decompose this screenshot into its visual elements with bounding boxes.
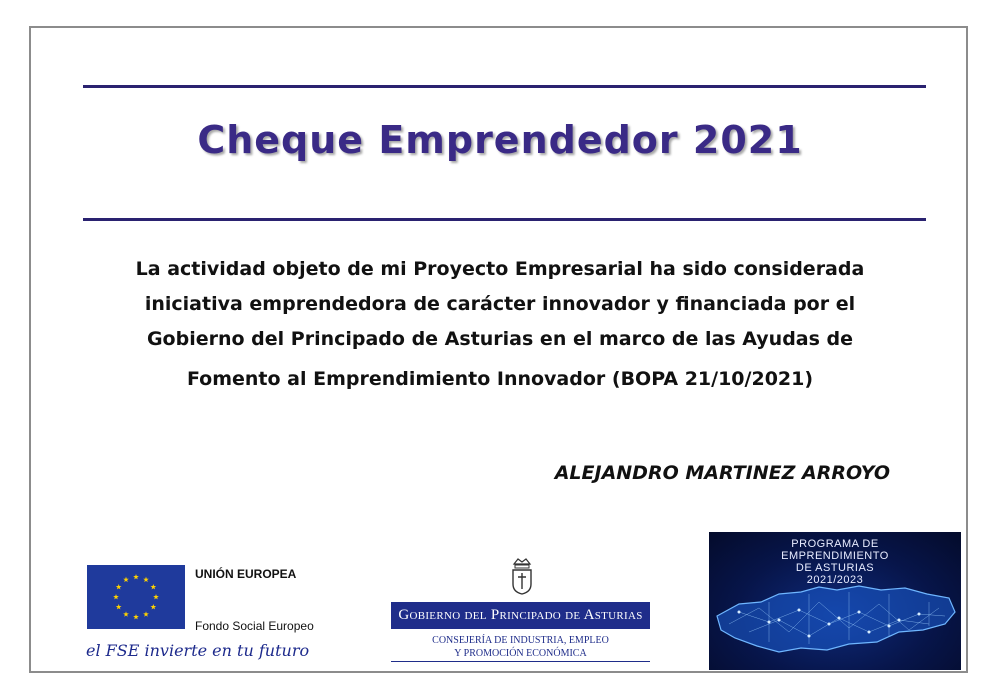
eu-title: UNIÓN EUROPEA <box>195 567 297 581</box>
body-text-line-3: Gobierno del Principado de Asturias en el marco de las Ayudas de <box>146 328 854 350</box>
eu-flag-icon <box>87 565 185 629</box>
asturias-underline <box>391 661 650 662</box>
eu-fund-name: Fondo Social Europeo <box>195 619 314 633</box>
program-title-line-3: DE ASTURIAS <box>795 562 875 574</box>
asturias-department <box>391 634 650 660</box>
program-title-line-1: PROGRAMA DE <box>791 538 879 550</box>
eu-motto: el FSE invierte en tu futuro <box>86 641 310 660</box>
asturias-department-line-1: CONSEJERÍA DE INDUSTRIA, EMPLEO <box>432 635 609 646</box>
asturias-department-line-2: Y PROMOCIÓN ECONÓMICA <box>454 648 587 659</box>
program-title-line-2: EMPRENDIMIENTO <box>781 550 889 562</box>
program-title <box>709 538 961 586</box>
recipient-name: ALEJANDRO MARTINEZ ARROYO <box>554 462 890 484</box>
asturias-crest-icon <box>509 556 535 596</box>
body-text-line-4: Fomento al Emprendimiento Innovador (BOPA 21/10/2021) <box>186 368 814 390</box>
body-text-line-1: La actividad objeto de mi Proyecto Empresarial ha sido considerada <box>135 258 865 280</box>
asturias-government-name: Gobierno del Principado de Asturias <box>391 602 650 629</box>
body-text-line-2: iniciativa emprendedora de carácter innovador y financiada por el <box>144 293 856 315</box>
title-top-rule <box>83 85 926 88</box>
title-bottom-rule <box>83 218 926 221</box>
certificate-title: Cheque Emprendedor 2021 <box>197 118 803 162</box>
program-years: 2021/2023 <box>806 574 864 586</box>
program-logo <box>709 532 961 670</box>
